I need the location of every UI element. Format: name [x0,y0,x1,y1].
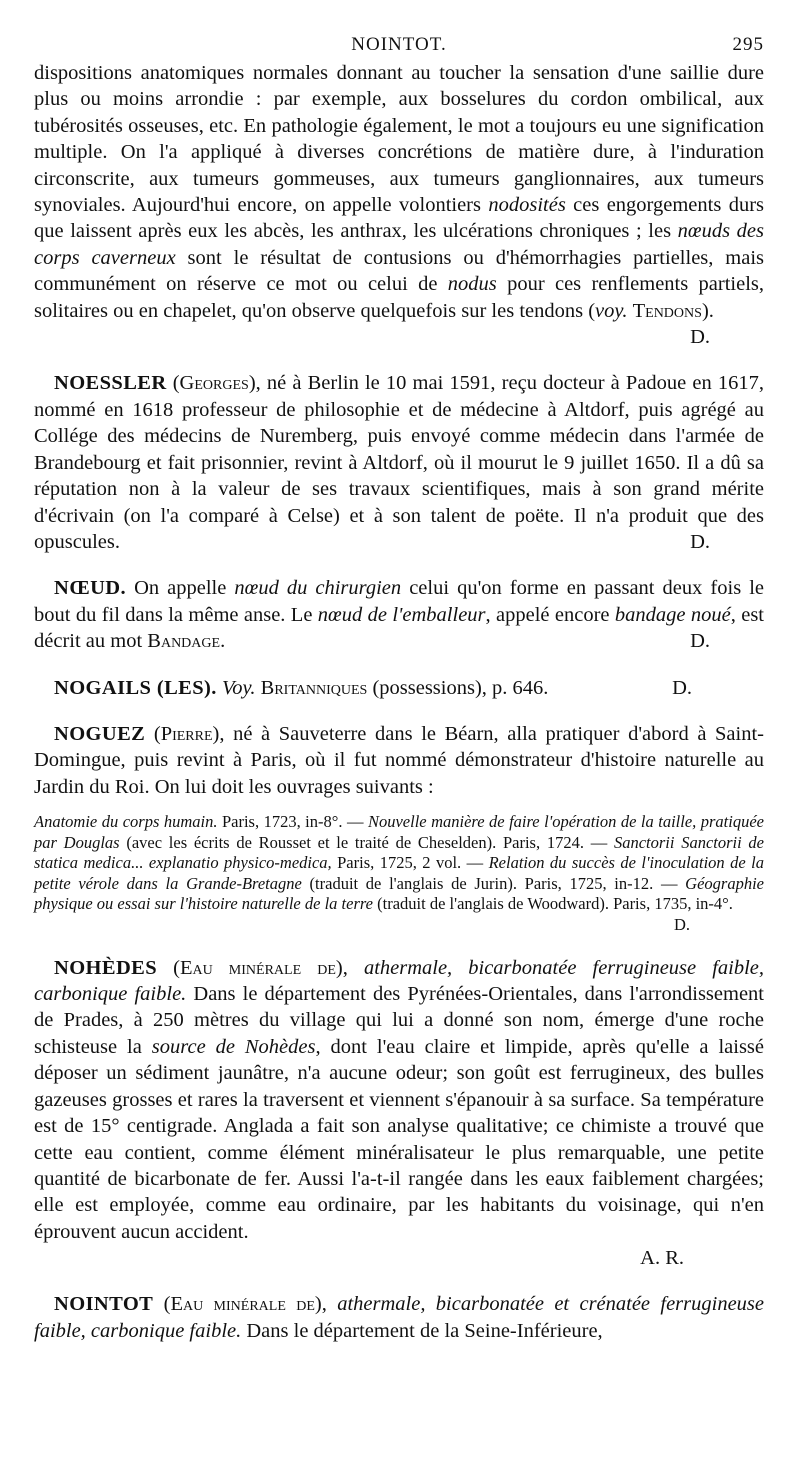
italic-term: voy. [595,299,628,322]
running-head [34,34,764,58]
running-title: NOINTOT. [351,34,447,55]
text-run: Paris, 1725, 2 vol. — [331,853,489,873]
text-run: (avec les écrits de Rousset et le traité de Cheselden). Paris, 1724. — [119,832,614,852]
small-caps-term: Georges [179,372,249,395]
author-signature: D. [690,326,710,349]
italic-term: source de Nohèdes [151,1035,316,1058]
small-caps-term: Pierre [160,722,213,745]
page-body [34,60,764,1344]
work-title: Relation du succès de l'inoculation de la petite vérole dans la Grande-Bretagne [34,853,764,893]
small-caps-term: Britanniques [260,676,368,699]
work-title: Géographie physique ou essai sur l'histoire naturelle de la terre [34,873,764,914]
text-run: Dans le département des Pyrénées-Orientales, dans l'arrondissement de Prades, à 250 mètres du village qui lui a donné son nom, émerge d'une roche schisteuse la [34,983,765,1058]
entry-headword: NOHÈDES [54,956,158,979]
entry-headword: NOESSLER [54,372,167,395]
text-run: pour ces renflements partiels, solitaires ou en chapelet, qu'on observe quelquefois sur les tendons ( [34,273,764,322]
author-signature: D. [690,530,710,553]
text-run: ( [157,956,180,979]
author-signature: D. [690,630,710,653]
work-title: Nouvelle manière de faire l'opération de la taille, pratiquée par Douglas [34,812,764,852]
italic-term: nœud du chirurgien [234,577,402,600]
entry-headword: NOGAILS (LES). [54,676,217,699]
text-run: ), né à Sauveterre dans le Béarn, alla pratiquer d'abord à Saint-Domingue, puis revint à Paris, où il fut nommé démonstrateur d'histoire naturelle au Jardin du Roi. On lui doit les ouvrages suivants : [34,722,764,798]
text-run: , est décrit au mot [34,603,765,653]
text-run: ( [166,372,180,395]
entry-headword: NŒUD. [54,577,127,600]
text-run: sont le résultat de contusions ou d'hémorrhagies partielles, mais communément on réserve ce mot ou celui de [34,246,764,296]
entry-nohedes [34,955,764,1245]
italic-term: athermale, bicarbonatée et crénatée ferrugineuse faible, carbonique faible. [34,1293,765,1342]
entry-nointot [34,1291,764,1344]
text-run: ). [701,299,714,322]
text-run: On appelle [126,577,235,600]
italic-term: nœuds des corps caverneux [34,220,765,269]
italic-term: athermale, bicarbonatée ferrugineuse faible, carbonique faible. [34,956,765,1006]
text-run: dispositions anatomiques normales donnant au toucher la sensation d'une saillie dure plus ou moins arrondie : par exemple, aux bosselures du cordon ombilical, aux tubérosités osseuses, etc. En pathologie également, le mot a toujours eu une signification multiple. On l'a appliqué à diverses concrétions de matière dure, à l'induration circonscrite, aux tumeurs gommeuses, aux tumeurs ganglionnaires, aux tumeurs synoviales. Aujourd'hui encore, on appelle volontiers [34,62,764,217]
text-run: (traduit de l'anglais de Jurin). Paris, 1725, in-12. — [301,873,686,893]
entry-noessler [34,370,764,555]
text-run: . [220,630,226,653]
small-caps-term: Eau minérale de [179,956,336,979]
text-run: (traduit de l'anglais de Woodward). Paris, 1735, in-4°. [373,894,733,914]
small-caps-term: Eau minérale de [170,1293,315,1316]
text-run: ), [335,956,364,979]
author-signature: D. [673,914,690,934]
entry-noeud [34,575,764,654]
continuation-paragraph [34,60,765,349]
text-run: (possessions), p. 646. [367,676,549,699]
text-run: Dans le département de la Seine-Inférieure, [241,1319,603,1342]
text-run: Paris, 1723, in-8°. — [217,812,368,832]
work-title: Sanctorii Sanctorii de statica medica... explanatio physico-medica, [34,832,765,873]
entry-headword: NOGUEZ [54,722,146,745]
author-signature: D. [672,676,692,699]
italic-term: nœud de l'emballeur [317,603,486,626]
bibliography-list [34,812,764,915]
page-number: 295 [732,34,764,55]
entry-headword: NOINTOT [54,1293,154,1316]
italic-term: Voy. [221,676,256,699]
text-run: celui qu'on forme en passant deux fois le bout du fil dans la même anse. Le [34,577,764,626]
text-run: ), né à Berlin le 10 mai 1591, reçu docteur à Padoue en 1617, nommé en 1618 professeur de philosophie et de médecine à Altdorf, puis agrégé au Collége des médecins de Nuremberg, puis envoyé comme médecin dans l'armée de Brandebourg et fait prisonnier, revint à Altdorf, où il mourut le 9 juillet 1650. Il a dû sa réputation non à la valeur de ses travaux scientifiques, mais à son grand mérite d'écrivain (on l'a comparé à Celse) et à son talent de poëte. Il n'a produit que des opuscules. [34,372,765,553]
entry-noguez [34,721,764,800]
italic-term: bandage noué [614,603,731,626]
text-run: , dont l'eau claire et limpide, après qu'elle a laissé déposer un sédiment jaunâtre, n'a aucune odeur; son goût est ferrugineux, des bulles gazeuses grosses et rares la traversent et viennent s'épanouir à sa surface. Sa température est de 15° centigrade. Anglada a fait son analyse qualitative; ce chimiste a trouvé que cette eau contient, comme élément minéralisateur le plus remarquable, une petite quantité de bicarbonate de fer. Aussi l'a-t-il rangée dans les eaux faiblement chargées; elle est employée, comme eau ordinaire, par les habitants du voisinage, qui n'en éprouvent aucun accident. [34,1035,764,1243]
small-caps-term: Tendons [632,299,702,322]
text-run: ), [314,1293,338,1316]
text-run: ( [153,1293,171,1316]
italic-term: nodosités [488,194,566,217]
text-run: ( [145,722,161,745]
entry-nogails [34,675,764,701]
author-signature: A. R. [640,1247,684,1270]
small-caps-term: Bandage [147,630,221,653]
work-title: Anatomie du corps humain. [34,812,218,832]
italic-term: nodus [447,273,497,296]
text-run: ces engorgements durs que laissent après eux les abcès, les anthrax, les ulcérations chroniques ; les [34,194,764,243]
text-run: , appelé encore [485,603,615,626]
